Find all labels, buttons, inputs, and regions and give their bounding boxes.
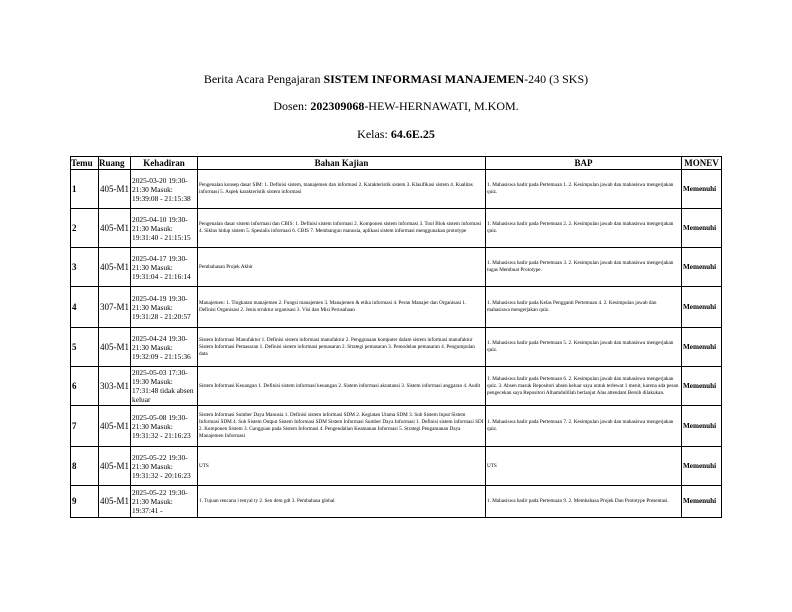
header-temu: Temu	[71, 157, 99, 170]
table-row	[71, 287, 722, 328]
cell-kehadiran: 2025-05-22 19:30-21:30 Masuk: 19:37:41 -	[131, 486, 198, 518]
cell-monev: Memenuhi	[682, 367, 722, 406]
cell-temu: 3	[71, 248, 99, 287]
cell-bap: 1. Mahasiswa hadir pada Pertemuan 7. 2. Kesimpulan jawab dan mahasiswa mengerjakan quiz.	[486, 406, 682, 447]
table-row	[71, 248, 722, 287]
table-row	[71, 209, 722, 248]
header-kehadiran: Kehadiran	[131, 157, 198, 170]
course-credits: -240 (3 SKS)	[524, 72, 589, 86]
cell-temu: 5	[71, 328, 99, 367]
course-name: SISTEM INFORMASI MANAJEMEN	[323, 72, 525, 86]
cell-ruang: 307-M1	[99, 287, 131, 328]
cell-kehadiran: 2025-04-24 19:30-21:30 Masuk: 19:32:09 - 21:15:36	[131, 328, 198, 367]
cell-bahan-kajian: Manajemen: 1. Tingkatan manajemen 2. Fungsi manajemen 3. Manajemen & etika informasi 4. Peran Manajer dan Organisasi 1. Definisi Organisasi 2. Jenis struktur organisasi 3. Visi dan Misi Perusahaan	[198, 287, 486, 328]
cell-bahan-kajian: Pengenalan konsep dasar SIM: 1. Definisi sistem, manajemen dan informasi 2. Karakteristik sistem 3. Klasifikasi sistem 4. Kualitas informasi 5. Aspek karakteristik sistem informasi	[198, 170, 486, 209]
lecturer-id: 202309068	[310, 99, 365, 113]
cell-kehadiran: 2025-05-22 19:30-21:30 Masuk: 19:31:32 - 20:16:23	[131, 447, 198, 486]
table-row	[71, 328, 722, 367]
cell-monev: Memenuhi	[682, 447, 722, 486]
cell-bahan-kajian: Sistem Informasi Sumber Daya Manusia 1. Definisi sistem informasi SDM 2. Kegiatan Utama SDM 3. Sub Sistem Input Sistem Informasi SDM 4. Sub Sistem Output Sistem Informasi SDM Sistem Informasi Sumber Daya Informasi 1. Definisi sistem informasi SDI 2. Komponen Sistem 3. Gangguan pada Sistem Informasi 4. Pengendalian Keamanan Informasi 5. Strategi Pengamanan Daya Manajemen Informasi	[198, 406, 486, 447]
cell-ruang: 405-M1	[99, 209, 131, 248]
cell-bahan-kajian: Pembahasan Projek Akhir	[198, 248, 486, 287]
cell-monev: Memenuhi	[682, 209, 722, 248]
cell-bap: 1. Mahasiswa hadir pada Pertemuan 6. 2. Kesimpulan jawab dan mahasiswa mengerjakan quiz. 3. Absen masuk Repositori absen keluar saya untuk terlewat 1 menit, karena ada pesan pengecekan saya Repositori Alhamdulillah berlanjut Alas attendant Bersih dilakukan.	[486, 367, 682, 406]
table-row	[71, 486, 722, 518]
cell-monev: Memenuhi	[682, 287, 722, 328]
cell-temu: 7	[71, 406, 99, 447]
cell-bap: UTS	[486, 447, 682, 486]
cell-monev: Memenuhi	[682, 406, 722, 447]
cell-kehadiran: 2025-04-17 19:30-21:30 Masuk: 19:31:04 - 21:16:14	[131, 248, 198, 287]
cell-ruang: 303-M1	[99, 367, 131, 406]
attendance-table	[70, 156, 722, 518]
cell-kehadiran: 2025-04-10 19:30-21:30 Masuk: 19:31:40 - 21:15:15	[131, 209, 198, 248]
cell-ruang: 405-M1	[99, 406, 131, 447]
cell-kehadiran: 2025-05-08 19:30-21:30 Masuk: 19:31:32 - 21:16:23	[131, 406, 198, 447]
cell-kehadiran: 2025-05-03 17:30-19:30 Masuk: 17:31:48 tidak absen keluar	[131, 367, 198, 406]
table-header-row	[71, 157, 722, 170]
cell-monev: Memenuhi	[682, 170, 722, 209]
table-row	[71, 406, 722, 447]
lecturer-line	[0, 99, 792, 113]
header-ruang: Ruang	[99, 157, 131, 170]
cell-temu: 1	[71, 170, 99, 209]
cell-ruang: 405-M1	[99, 447, 131, 486]
cell-ruang: 405-M1	[99, 170, 131, 209]
cell-ruang: 405-M1	[99, 486, 131, 518]
cell-monev: Memenuhi	[682, 486, 722, 518]
class-line	[0, 127, 792, 141]
table-row	[71, 367, 722, 406]
cell-temu: 9	[71, 486, 99, 518]
cell-ruang: 405-M1	[99, 248, 131, 287]
cell-temu: 6	[71, 367, 99, 406]
cell-temu: 2	[71, 209, 99, 248]
header-monev: MONEV	[682, 157, 722, 170]
cell-monev: Memenuhi	[682, 328, 722, 367]
cell-monev: Memenuhi	[682, 248, 722, 287]
cell-bahan-kajian: Sistem Informasi Manufaktur 1. Definisi sistem informasi manufaktur 2. Penggunaan komputer dalam sistem informasi manufaktur Sistem Informasi Pemasaran 1. Definisi sistem informasi pemasaran 2. Strategi pemasaran 3. Pemodelan pemasaran 4. Pengumpulan data	[198, 328, 486, 367]
title-prefix: Berita Acara Pengajaran	[203, 72, 324, 86]
cell-bap: 1. Mahasiswa hadir pada Pertemuan 3. 2. Kesimpulan jawab dan mahasiswa mengerjakan tugas Membuat Prototype.	[486, 248, 682, 287]
cell-bap: 1. Mahasiswa hadir pada Kelas Pengganti Pertemuan 4. 2. Kesimpulan jawab dan mahasiswa mengerjakan quiz.	[486, 287, 682, 328]
cell-bap: 1. Mahasiswa hadir pada Pertemuan 2. 2. Kesimpulan jawab dan mahasiswa mengerjakan quiz.	[486, 209, 682, 248]
class-label: Kelas:	[357, 127, 391, 141]
lecturer-name: -HEW-HERNAWATI, M.KOM.	[364, 99, 519, 113]
table-row	[71, 170, 722, 209]
cell-kehadiran: 2025-03-20 19:30-21:30 Masuk: 19:39:08 - 21:15:38	[131, 170, 198, 209]
cell-bahan-kajian: UTS	[198, 447, 486, 486]
lecturer-label: Dosen:	[273, 99, 311, 113]
cell-bahan-kajian: 1. Tujuan rencana i tenyal ty 2. Sen dem gdt 3. Pembahasa global	[198, 486, 486, 518]
cell-bap: 1. Mahasiswa hadir pada Pertemuan 9. 2. Membahasa Projek Dan Prototype Presentasi.	[486, 486, 682, 518]
cell-kehadiran: 2025-04-19 19:30-21:30 Masuk: 19:31:28 - 21:20:57	[131, 287, 198, 328]
cell-bap: 1. Mahasiswa hadir pada Pertemuan 1. 2. Kesimpulan jawab dan mahasiswa mengerjakan quiz.	[486, 170, 682, 209]
cell-temu: 8	[71, 447, 99, 486]
header-bahan-kajian: Bahan Kajian	[198, 157, 486, 170]
header-bap: BAP	[486, 157, 682, 170]
cell-bahan-kajian: Pengenalan dasar sistem informasi dan CBIS: 1. Definisi sistem informasi 2. Komponen sistem informasi 3. Tool Blok sistem informasi 4. Siklus hidup sistem 5. Spesialis informasi 6. CBIS 7. Membangun manusia, aplikasi sistem informasi menggunakan prototype	[198, 209, 486, 248]
cell-bahan-kajian: Sistem Informasi Keuangan 1. Definisi sistem informasi keuangan 2. Sistem informasi akuntansi 3. Sistem informasi anggaran 4. Audit	[198, 367, 486, 406]
cell-temu: 4	[71, 287, 99, 328]
class-code: 64.6E.25	[390, 127, 435, 141]
report-title	[0, 72, 792, 86]
cell-bap: 1. Mahasiswa hadir pada Pertemuan 5. 2. Kesimpulan jawab dan mahasiswa mengerjakan quiz.	[486, 328, 682, 367]
table-row	[71, 447, 722, 486]
cell-ruang: 405-M1	[99, 328, 131, 367]
